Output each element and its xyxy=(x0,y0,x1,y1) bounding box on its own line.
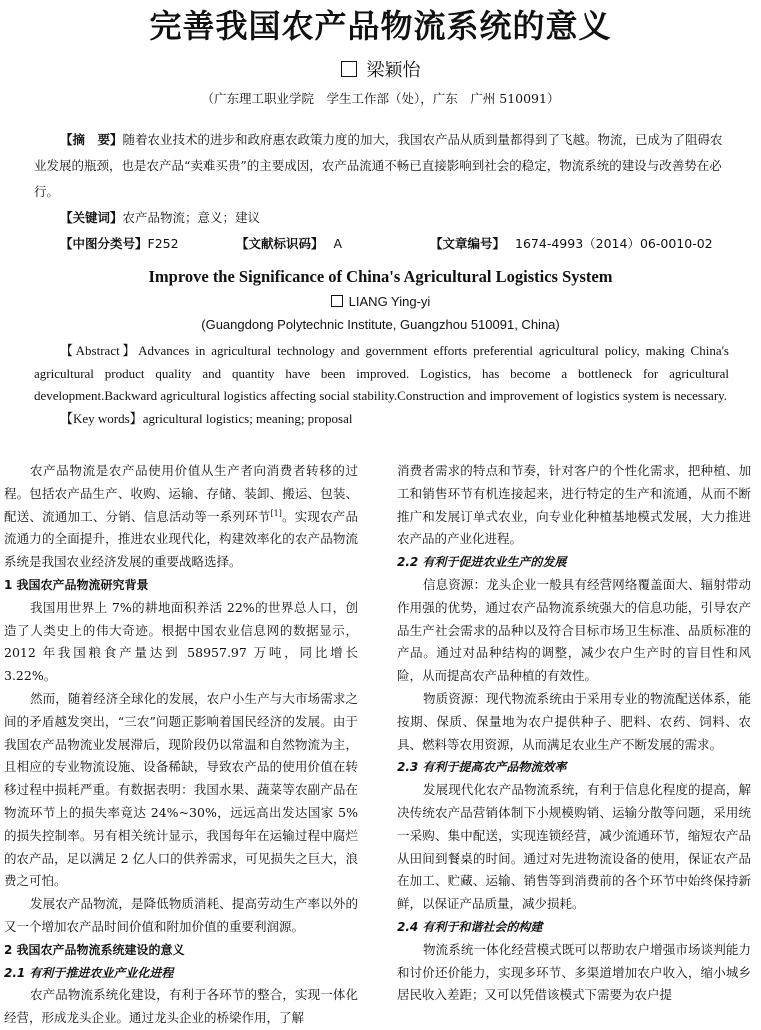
english-author-line xyxy=(0,293,761,311)
author-line xyxy=(0,60,761,82)
paragraph: 物流系统一体化经营模式既可以帮助农户增强市场谈判能力和讨价还价能力，实现多环节、多渠道增加农户收入，缩小城乡居民收入差距；又可以凭借该模式下需要为农户提 xyxy=(397,941,751,1003)
intro-text-tail: 。实现农产品流通力的全面提升，推进农业现代化，构建效率化的农产品物流系统是我国农业经济发展的重要战略选择。 xyxy=(4,508,358,570)
chinese-abstract xyxy=(34,127,729,205)
paragraph: 信息资源：龙头企业一般具有经营网络覆盖面大、辐射带动作用强的优势，通过农产品物流系统强大的信息功能，引导农产品生产社会需求的品种以及符合目标市场卫生标准、品质标准的产品。通过对品种结构的调整，减少农户生产时的盲目性和风险，从而提高农产品种植的有效性。 xyxy=(397,576,751,684)
affiliation: （广东理工职业学院 学生工作部（处），广东 广州 510091） xyxy=(201,91,560,106)
clc-value: F252 xyxy=(147,236,179,251)
article-number-label: 【文章编号】 xyxy=(430,236,506,251)
author-box-icon xyxy=(341,61,357,77)
subsection-heading-2-3: 2.3 有利于提高农产品物流效率 xyxy=(397,760,567,775)
doc-code-value: A xyxy=(333,236,343,251)
english-abstract xyxy=(34,340,729,408)
paragraph: 消费者需求的特点和节奏，针对客户的个性化需求，把种植、加工和销售环节有机连接起来，进行特定的生产和流通，从而不断推广和发展订单式农业，向专业化种植基地模式发展，大力推进农产品的产业化进程。 xyxy=(397,463,751,547)
body-right-column xyxy=(397,460,751,1007)
article-number-value: 1674-4993（2014）06-0010-02 xyxy=(515,236,713,251)
paper-title: 完善我国农产品物流系统的意义 xyxy=(149,7,612,45)
clc-label: 【中图分类号】 xyxy=(60,236,148,251)
section-heading-1: 1 我国农产品物流研究背景 xyxy=(4,577,149,592)
abstract-label: 【摘 要】 xyxy=(60,132,123,147)
doc-code-label: 【文献标识码】 xyxy=(236,236,324,251)
reference-marker: [1] xyxy=(270,508,282,518)
keywords-text: 农产品物流；意义；建议 xyxy=(122,210,261,225)
subsection-heading-2-4: 2.4 有利于和谐社会的构建 xyxy=(397,919,543,934)
english-abstract-block xyxy=(34,340,729,430)
english-author-box-icon xyxy=(331,295,343,307)
classification-row xyxy=(34,231,729,257)
english-affiliation: (Guangdong Polytechnic Institute, Guangzhou 510091, China) xyxy=(201,317,560,332)
paragraph: 发展现代化农产品物流系统，有利于信息化程度的提高，解决传统农产品营销体制下小规模购销、运输分散等问题，采用统一采购、集中配送，实现连锁经营，减少流通环节，缩短农产品从田间到餐桌的时间。通过对先进物流设备的使用，保证农产品在加工、贮藏、运输、销售等到消费前的各个环节中始终保持新鲜，以保证产品质量，减少损耗。 xyxy=(397,782,751,912)
section-heading-2: 2 我国农产品物流系统建设的意义 xyxy=(4,942,185,957)
paragraph: 发展农产品物流，是降低物质消耗、提高劳动生产率以外的又一个增加农产品时间价值和附加价值的重要利润源。 xyxy=(4,896,358,934)
keywords xyxy=(34,205,729,231)
article-number-item xyxy=(404,231,713,257)
english-author-name: LIANG Ying-yi xyxy=(348,294,431,309)
clc-item xyxy=(34,231,184,257)
english-title: Improve the Significance of China's Agricultural Logistics System xyxy=(148,267,613,286)
chinese-abstract-block xyxy=(34,127,729,257)
body-left-column xyxy=(4,460,358,1030)
intro-text: 农产品物流是农产品使用价值从生产者向消费者转移的过程。包括农产品生产、收购、运输、存储、装卸、搬运、包装、配送、流通加工、分销、信息活动等一系列环节 xyxy=(4,463,358,524)
english-keywords-text: agricultural logistics; meaning; proposal xyxy=(142,410,353,426)
english-abstract-text: Advances in agricultural technology and government efforts preferential agricultural policy, making China's agricultural product quality and quantity have been improved. Logistics, has become a bottleneck for agricultural development.Backward agricultural logistics affecting social stability.Construction and improvement of logistics system is necessary. xyxy=(34,343,729,403)
english-abstract-label: 【Abstract】 xyxy=(60,343,139,358)
doc-code-item xyxy=(210,231,390,257)
english-keywords-label: 【Key words】 xyxy=(60,410,143,426)
abstract-text: 随着农业技术的进步和政府惠农政策力度的加大，我国农产品从质到量都得到了飞越。物流，已成为了阻碍农业发展的瓶颈，也是农产品“卖难买贵”的主要成因，农产品流通不畅已直接影响到社会的稳定，物流系统的建设与改善势在必行。 xyxy=(34,132,723,199)
intro-paragraph xyxy=(4,460,358,574)
keywords-label: 【关键词】 xyxy=(60,210,123,225)
paragraph: 农产品物流系统化建设，有利于各环节的整合，实现一体化经营，形成龙头企业。通过龙头企业的桥梁作用，了解 xyxy=(4,987,358,1026)
subsection-heading-2-1: 2.1 有利于推进农业产业化进程 xyxy=(4,965,174,980)
paragraph: 然而，随着经济全球化的发展，农户小生产与大市场需求之间的矛盾越发突出，“三农”问题正影响着国民经济的发展。由于我国农产品物流业发展滞后，现阶段仍以常温和自然物流为主，且相应的专业物流设施、设备稀缺，导致农产品的使用价值在转移过程中损耗严重。有数据表明：我国水果、蔬菜等农副产品在物流环节上的损失率竟达 24%~30%，远远高出发达国家 5%的损失控制率。另有相关统计显示，我国每年在运输过程中腐烂的农产品，足以满足 2 亿人口的供养需求，可见损失之巨大，浪费之可怕。 xyxy=(4,690,358,889)
subsection-heading-2-2: 2.2 有利于促进农业生产的发展 xyxy=(397,555,567,570)
paragraph: 物质资源：现代物流系统由于采用专业的物流配送体系，能按期、保质、保量地为农户提供种子、肥料、农药、饲料、农具、燃料等农用资源，从而满足农业生产不断发展的需求。 xyxy=(397,690,751,752)
english-keywords xyxy=(34,408,729,431)
paragraph: 我国用世界上 7%的耕地面积养活 22%的世界总人口，创造了人类史上的伟大奇迹。根据中国农业信息网的数据显示，2012 年我国粮食产量达到 58957.97 万吨，同比增长 3.22%。 xyxy=(4,599,358,684)
author-name: 梁颖怡 xyxy=(366,60,421,81)
